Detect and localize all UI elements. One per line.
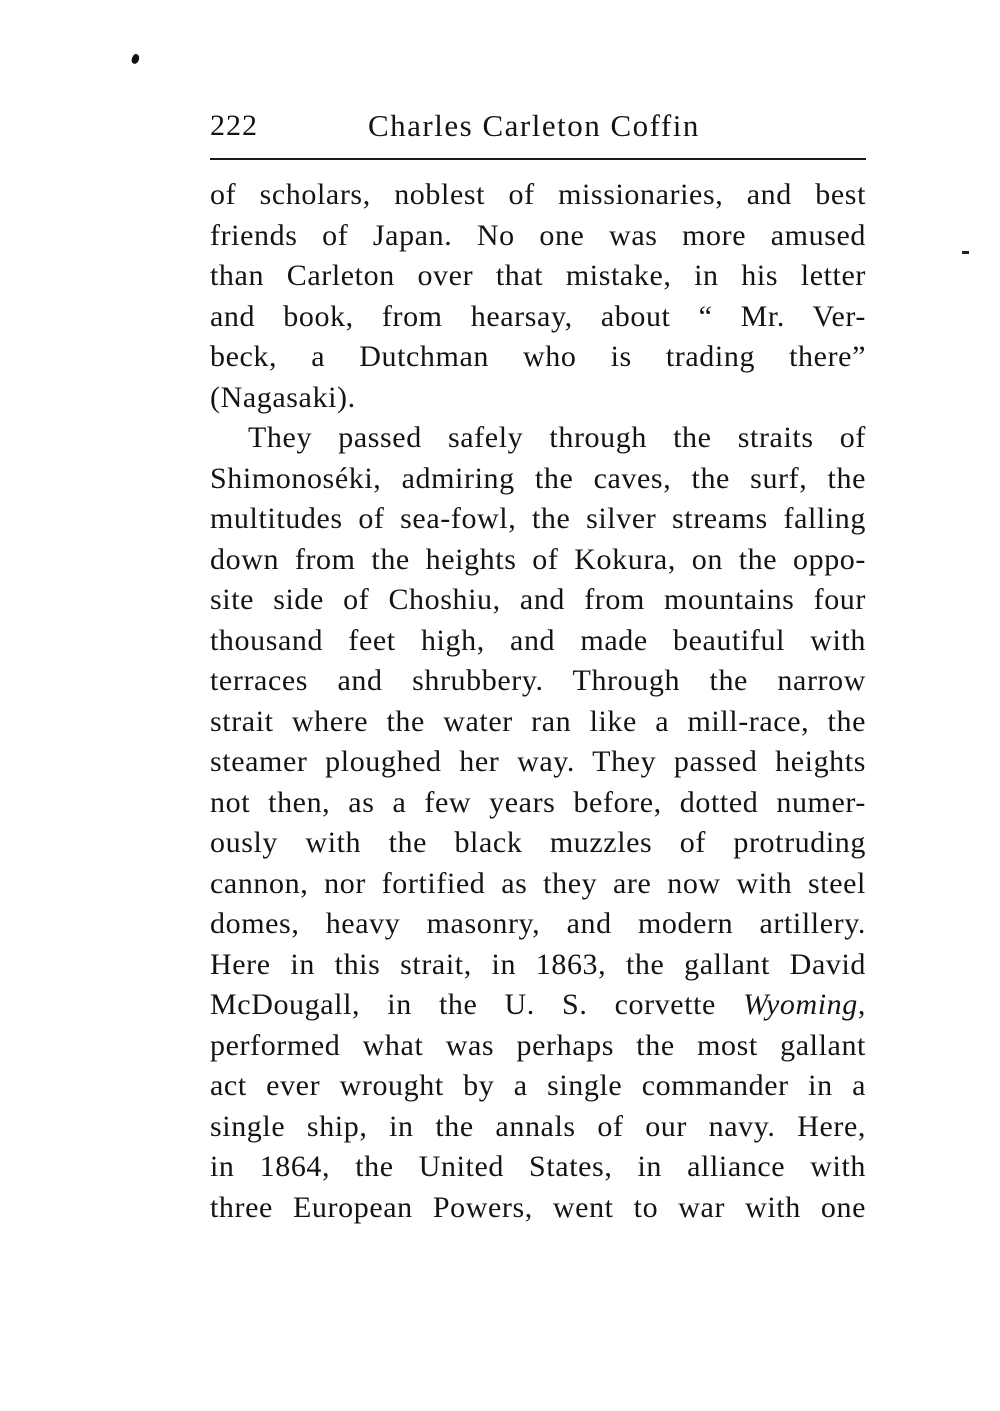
ship-name: Wyoming — [743, 988, 858, 1021]
text-line: steamer ploughed her way. They passed heights — [210, 745, 866, 778]
text-line: not then, as a few years before, dotted numer- — [210, 785, 866, 819]
text-line — [210, 985, 866, 1026]
text-line: act ever wrought by a single commander in a — [210, 1069, 866, 1102]
text-line: friends of Japan. No one was more amused — [210, 218, 866, 252]
text-line: terraces and shrubbery. Through the narrow — [210, 664, 866, 697]
text-line: They passed safely through the straits of — [248, 421, 866, 454]
paragraph — [210, 418, 866, 1228]
text-line: strait where the water ran like a mill-race, the — [210, 704, 866, 738]
text-line: three European Powers, went to war with one — [210, 1190, 866, 1224]
header-rule — [210, 158, 866, 160]
text-line: ously with the black muzzles of protruding — [210, 826, 866, 859]
line-text: McDougall, in the U. S. corvette — [210, 988, 744, 1021]
text-line: (Nagasaki). — [210, 380, 356, 414]
page-header — [208, 108, 866, 158]
text-line: Shimonoséki, admiring the caves, the surf, the — [210, 461, 866, 495]
ink-speck — [962, 251, 969, 254]
text-line: cannon, nor fortified as they are now with steel — [210, 866, 866, 900]
line-text: , — [857, 988, 866, 1021]
text-line: site side of Choshiu, and from mountains four — [210, 583, 866, 616]
body-text — [210, 175, 866, 1228]
text-line: in 1864, the United States, in alliance with — [210, 1150, 866, 1183]
text-line: Here in this strait, in 1863, the gallant David — [210, 947, 866, 981]
text-line: beck, a Dutchman who is trading there” — [210, 340, 866, 373]
text-line: of scholars, noblest of missionaries, and best — [210, 178, 866, 211]
text-line: thousand feet high, and made beautiful with — [210, 623, 866, 657]
text-line: domes, heavy masonry, and modern artillery. — [210, 907, 866, 940]
running-title: Charles Carleton Coffin — [368, 108, 700, 143]
text-line: than Carleton over that mistake, in his letter — [210, 259, 866, 292]
text-line: performed what was perhaps the most gallant — [210, 1028, 866, 1062]
text-line: and book, from hearsay, about “ Mr. Ver- — [210, 299, 866, 333]
text-line: single ship, in the annals of our navy. Here, — [210, 1109, 866, 1143]
text-line: down from the heights of Kokura, on the oppo- — [210, 542, 866, 576]
paragraph — [210, 175, 866, 418]
ink-speck — [130, 53, 141, 65]
text-line: multitudes of sea-fowl, the silver streams falling — [210, 502, 866, 535]
page-number: 222 — [210, 109, 258, 142]
